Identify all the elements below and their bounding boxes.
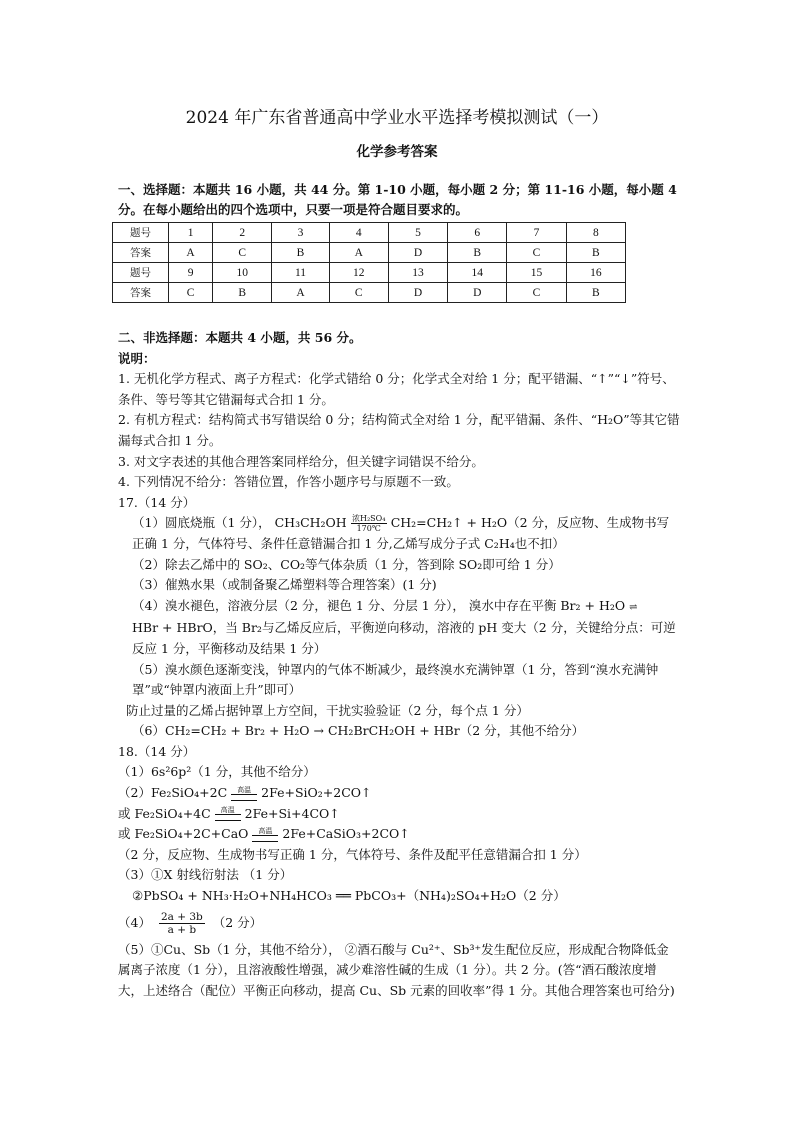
table-cell: 2 [213,223,272,243]
q17-part1 [118,513,680,554]
table-cell: D [388,243,447,263]
note-item: 3. 对文字表述的其他合理答案同样给分，但关键字词错误不给分。 [118,453,484,469]
part-label: （4） [118,914,151,930]
q17-part4-text: （4）溴水褪色，溶液分层（2 分，褪色 1 分、分层 1 分）， 溴水中存在平衡 Br₂ + H₂O [132,597,626,613]
table-cell: D [448,283,507,303]
equation-right: 2Fe+SiO₂+2CO↑ [261,785,372,801]
q18-part3b: ②PbSO₄ + NH₃·H₂O+NH₄HCO₃ ══ PbCO₃+（NH₄)₂SO₄+H₂O（2 分） [132,888,566,904]
fraction-denominator: a + b [167,923,197,936]
condition-label: 高温 [237,785,252,794]
table-cell: B [448,243,507,263]
q17-part5-extra: 防止过量的乙烯占据钟罩上方空间，干扰实验验证（2 分，每个点 1 分） [126,702,529,718]
fraction-numerator: 2a + 3b [160,910,203,923]
q17-heading: 17.（14 分） [118,494,196,510]
table-row [113,283,626,303]
table-cell: 8 [566,223,625,243]
table-cell: 15 [507,263,566,283]
table-cell: 6 [448,223,507,243]
q17-part6: （6）CH₂=CH₂ + Br₂ + H₂O → CH₂BrCH₂OH + HBr（2 分，其他不给分） [132,723,585,739]
table-cell: 3 [272,223,329,243]
q18-part2-eq2 [118,804,680,825]
q18-part2-note: （2 分，反应物、生成物书写正确 1 分，气体符号、条件及配平任意错漏合扣 1 分） [118,846,587,862]
condition-bottom: 170℃ [356,524,381,534]
note-item: 1. 无机化学方程式、离子方程式：化学式错给 0 分；化学式全对给 1 分；配平错漏、“↑”“↓”符号、条件、等号等其它错漏每式合扣 1 分。 [118,371,675,407]
answer-table [112,222,626,303]
equation-left: 或 Fe₂SiO₄+2C+CaO [118,826,249,842]
q18-part3a: （3）①X 射线衍射法 （1 分） [118,867,293,883]
equation-left: （2）Fe₂SiO₄+2C [118,785,228,801]
table-cell: 16 [566,263,625,283]
table-cell: C [329,283,388,303]
table-cell: 5 [388,223,447,243]
q18-part4 [118,911,680,936]
q18-heading: 18.（14 分） [118,743,196,759]
row-label: 答案 [113,243,169,263]
equals-sign-icon [231,787,257,801]
reaction-condition [351,514,387,533]
note-label: 说明： [118,350,156,366]
table-cell: 7 [507,223,566,243]
section1-heading: 一、选择题：本题共 16 小题，共 44 分。第 1-10 小题，每小题 2 分；第 11-16 小题，每小题 4 分。在每小题给出的四个选项中，只要一项是符合题目要求的。 [118,182,677,217]
table-cell: 14 [448,263,507,283]
table-cell: A [329,243,388,263]
note-item: 2. 有机方程式：结构简式书写错误给 0 分；结构简式全对给 1 分，配平错漏、条件、“H₂O”等其它错漏每式合扣 1 分。 [118,412,680,448]
condition-label: 高温 [258,826,273,835]
q17-part4-rest: HBr + HBrO，当 Br₂与乙烯反应后，平衡逆向移动，溶液的 pH 变大（2 分，关键给分点：可逆反应 1 分，平衡移动及结果 1 分） [132,620,676,656]
table-cell: 4 [329,223,388,243]
table-row [113,243,626,263]
table-cell: 9 [169,263,213,283]
equation-right: 2Fe+CaSiO₃+2CO↑ [282,826,410,842]
score-note: （2 分） [212,914,263,930]
table-cell: 10 [213,263,272,283]
q17-part2: （2）除去乙烯中的 SO₂、CO₂等气体杂质（1 分，答到除 SO₂即可给 1 分） [132,556,561,572]
q17-part3: （3）催熟水果（或制备聚乙烯塑料等合理答案）(1 分) [132,577,437,593]
q18-part2-eq3 [118,824,680,845]
fraction [159,911,205,936]
table-cell: D [388,283,447,303]
table-cell: A [169,243,213,263]
table-cell: C [507,283,566,303]
table-cell: B [213,283,272,303]
row-label: 题号 [113,223,169,243]
q18-part2-eq1 [118,783,680,804]
note-item: 4. 下列情况不给分：答错位置，作答小题序号与原题不一致。 [118,474,459,490]
table-cell: 11 [272,263,329,283]
table-row [113,223,626,243]
section2-heading: 二、非选择题：本题共 4 小题，共 56 分。 [118,330,362,345]
table-cell: 12 [329,263,388,283]
q17-part1-text: （1）圆底烧瓶（1 分）， CH₃CH₂OH [132,515,347,531]
table-cell: B [272,243,329,263]
table-cell: A [272,283,329,303]
table-row [113,263,626,283]
q17-part1-rest: CH₂=CH₂↑ + H₂O（2 分，反应物、生成物书写正确 1 分，气体符号、条件任意错漏合扣 1 分,乙烯写成分子式 C₂H₄也不扣） [132,515,670,551]
table-cell: B [566,283,625,303]
table-cell: B [566,243,625,263]
table-cell: 13 [388,263,447,283]
q17-part4 [118,596,680,660]
reversible-arrow-icon: ⇌ [629,601,637,613]
q18-part5: （5）①Cu、Sb（1 分，其他不给分）， ②酒石酸与 Cu²⁺、Sb³⁺发生配位反应，形成配合物降低金属离子浓度（1 分），且溶液酸性增强，减少难溶性碱的生成（1 分）。共 2 分。(答“酒石酸浓度增大，上述络合（配位）平衡正向移动，提高 Cu、Sb 元素的回收率”得 1 分。其他合理答案也可给分) [118,941,675,998]
q18-part1: （1）6s²6p²（1 分，其他不给分） [118,764,316,780]
q17-part5: （5）溴水颜色逐渐变浅，钟罩内的气体不断减少，最终溴水充满钟罩（1 分，答到“溴水充满钟罩”或“钟罩内液面上升”即可） [132,661,659,698]
equation-left: 或 Fe₂SiO₄+4C [118,805,211,821]
table-cell: C [169,283,213,303]
condition-top: 浓H₂SO₄ [351,514,386,524]
condition-label: 高温 [220,806,235,815]
table-cell: 1 [169,223,213,243]
table-cell: C [507,243,566,263]
answer-body [118,328,680,1001]
page-subtitle: 化学参考答案 [356,144,438,160]
page-title: 2024 年广东省普通高中学业水平选择考模拟测试（一） [185,108,609,128]
equation-right: 2Fe+Si+4CO↑ [244,805,340,821]
row-label: 答案 [113,283,169,303]
row-label: 题号 [113,263,169,283]
equals-sign-icon [252,828,278,842]
table-cell: C [213,243,272,263]
equals-sign-icon [215,807,241,821]
